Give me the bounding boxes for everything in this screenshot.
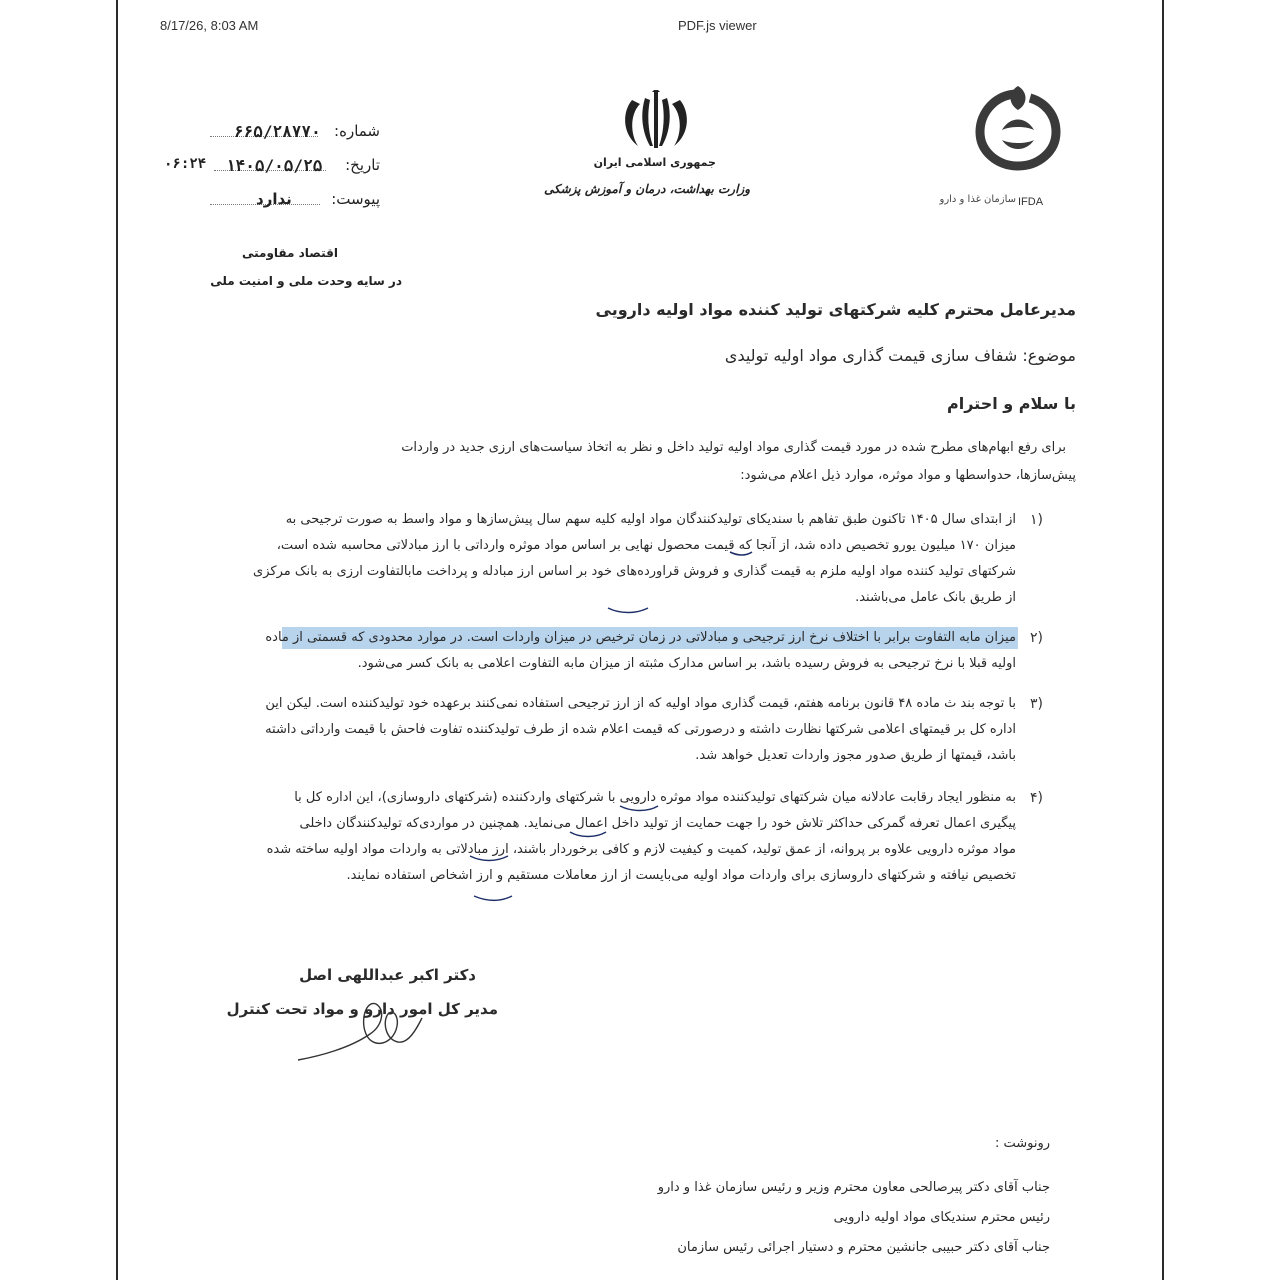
motto-line1: اقتصاد مقاومتی	[241, 246, 339, 260]
number-value: ۶۶۵/۲۸۷۷۰	[234, 122, 321, 141]
item-number: ۲)	[1030, 630, 1043, 646]
item-number: ۳)	[1030, 696, 1043, 712]
cc-label: رونوشت :	[994, 1136, 1050, 1151]
item-line: میزان مابه التفاوت برابر با اختلاف نرخ ارز ترجیحی و مبادلاتی در زمان ترخیص در میزان واردات است. در موارد محدودی که قسمتی از ماده	[265, 630, 1016, 645]
meta-number-row	[210, 122, 380, 142]
signature-title: مدیر کل امور دارو و مواد تحت کنترل	[226, 1000, 498, 1018]
intro-line: برای رفع ابهام‌های مطرح شده در مورد قیمت گذاری مواد اولیه تولید داخل و نظر به اتخاذ سیاست‌های ارزی جدید در واردات	[401, 440, 1066, 455]
item-number: ۱)	[1030, 512, 1043, 528]
date-label: تاریخ:	[345, 156, 380, 174]
meta-attachment-row	[210, 190, 380, 210]
time-value: ۰۶:۲۴	[164, 156, 207, 172]
ifda-name: سازمان غذا و دارو	[939, 194, 1016, 205]
item-line: پیگیری اعمال تعرفه گمرکی حداکثر تلاش خود را جهت حمایت از تولید داخل اعمال می‌نماید. همچنین در مواردی‌که تولیدکنندگان داخلی	[299, 816, 1016, 831]
item-number: ۴)	[1030, 790, 1043, 806]
pen-marks-icon	[400, 550, 800, 910]
viewer-title: PDF.js viewer	[678, 18, 757, 33]
letter-subject: موضوع: شفاف سازی قیمت گذاری مواد اولیه تولیدی	[724, 346, 1076, 365]
item-line: مواد موثره دارویی علاوه بر پروانه، از عمق تولید، کمیت و کیفیت لازم و کافی برخوردار باشند، ارز مبادلاتی به واردات مواد اولیه ساخته شده	[266, 842, 1016, 857]
print-timestamp: 8/17/26, 8:03 AM	[160, 18, 259, 33]
attachment-value: ندارد	[256, 190, 292, 208]
signature-name: دکتر اکبر عبداللهی اصل	[299, 966, 476, 984]
ifda-logo-icon	[968, 86, 1068, 172]
intro-line: پیش‌سازها، حدواسطها و مواد موثره، موارد ذیل اعلام می‌شود:	[740, 468, 1076, 483]
item-line: از ابتدای سال ۱۴۰۵ تاکنون طبق تفاهم با سندیکای تولیدکنندگان مواد اولیه کلیه سهم سال پیش‌سازها و مواد واسط به صورت ترجیحی به	[285, 512, 1016, 527]
ministry-line1: جمهوری اسلامی ایران	[593, 156, 716, 169]
item-line: با توجه بند ث ماده ۴۸ قانون برنامه هفتم، قیمت گذاری مواد اولیه که از ارز ترجیحی استفاده نمی‌کنند برعهده خود تولیدکننده است. لیکن این	[265, 696, 1016, 711]
item-line: شرکتهای تولید کننده مواد اولیه ملزم به قیمت گذاری و فروش قراورده‌های خود بر اساس ارز مبادله و پرداخت مابالتفاوت ارزی به بانک مرکزی	[253, 564, 1016, 579]
motto-line2: در سایه وحدت ملی و امنیت ملی	[210, 274, 402, 288]
item-line: به منظور ایجاد رقابت عادلانه میان شرکتهای تولیدکننده مواد موثره دارویی با شرکتهای واردکننده (شرکتهای داروسازی)، این اداره کل با	[294, 790, 1016, 805]
cc-line: رئیس محترم سندیکای مواد اولیه دارویی	[833, 1210, 1050, 1225]
item-line: اولیه قبلا با نرخ ترجیحی به فروش رسیده باشد، بر اساس مدارک مثبته از میزان مابه التفاوت اعلامی به بانک کسر می‌شود.	[357, 656, 1016, 671]
item-line: اداره کل بر قیمتهای اعلامی شرکتها نظارت داشته و درصورتی که قیمت اعلام شده از طرف تولیدکننده تفاوت فاحش با قیمت وارداتی داشته	[265, 722, 1016, 737]
cc-line: جناب آقای دکتر پیرصالحی معاون محترم وزیر و رئیس سازمان غذا و دارو	[657, 1180, 1050, 1195]
page-left-edge	[116, 0, 118, 1280]
cc-line: جناب آقای دکتر حبیبی جانشین محترم و دستیار اجرائی رئیس سازمان	[677, 1240, 1050, 1255]
page-right-edge	[1162, 0, 1164, 1280]
date-value: ۱۴۰۵/۰۵/۲۵	[226, 156, 323, 175]
ifda-acronym: IFDA	[1018, 196, 1044, 208]
item-line: باشد، قیمتها از طریق صدور مجوز واردات تعدیل خواهد شد.	[695, 748, 1016, 763]
item-line: از طریق بانک عامل می‌باشند.	[855, 590, 1016, 605]
item-line: تخصیص نیافته و شرکتهای داروسازی برای واردات مواد اولیه می‌بایست از ارز معاملات مستقیم و ارز اشخاص استفاده نمایند.	[346, 868, 1016, 883]
letter-greeting: با سلام و احترام	[947, 394, 1076, 413]
meta-date-row	[160, 156, 380, 176]
ministry-line2: وزارت بهداشت، درمان و آموزش پزشکی	[544, 182, 750, 196]
attachment-label: پیوست:	[331, 190, 380, 208]
handwritten-signature-icon	[290, 990, 430, 1070]
letter-addressee: مدیرعامل محترم کلیه شرکتهای تولید کننده مواد اولیه دارویی	[595, 300, 1076, 319]
number-label: شماره:	[334, 122, 380, 140]
item-line: میزان ۱۷۰ میلیون یورو تخصیص داده شد، از آنجا که قیمت محصول نهایی بر اساس مواد موثره وارداتی با ارز مبادلاتی محاسبه شده است،	[276, 538, 1016, 553]
national-emblem-icon	[618, 90, 694, 152]
